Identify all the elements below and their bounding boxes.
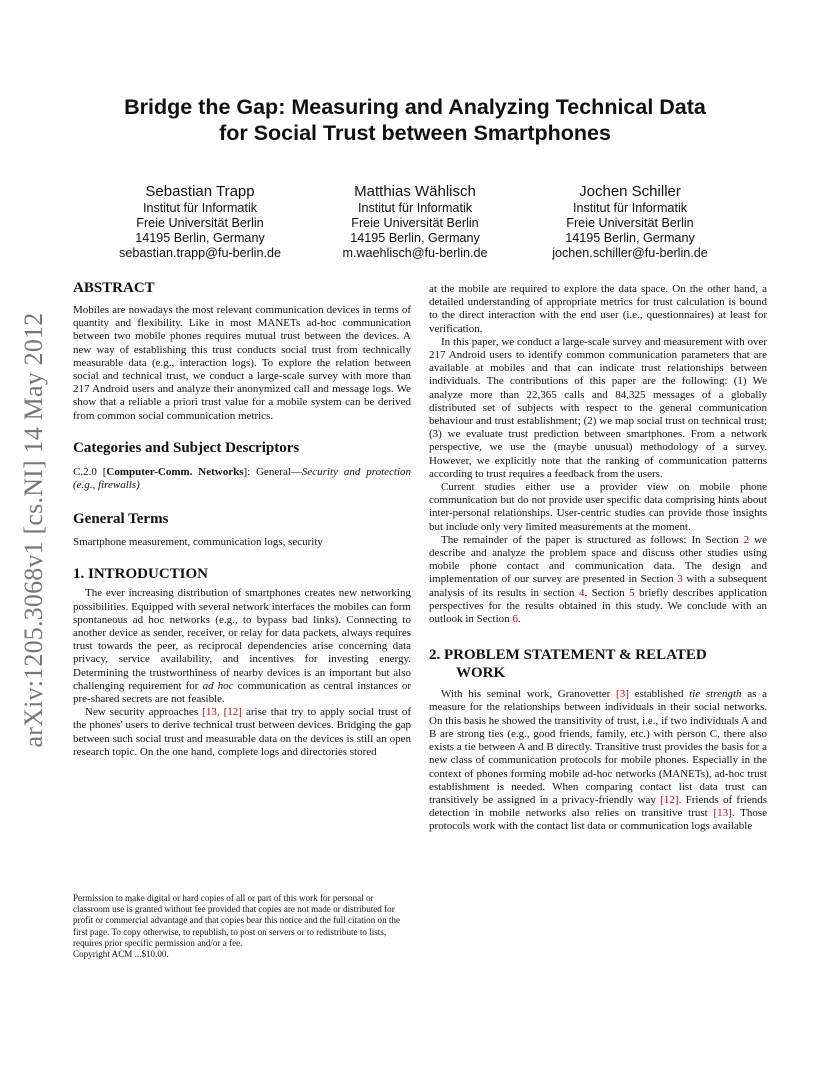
author-3	[525, 183, 735, 261]
author-name: Matthias Wählisch	[354, 183, 476, 200]
permission-footnote	[73, 893, 411, 960]
author-institute: Institut für Informatik	[142, 201, 258, 215]
citation-link[interactable]: [3]	[616, 688, 629, 701]
intro-paragraph-4: In this paper, we conduct a large-scale survey and measurement with over 217 Android users to identify common communication parameters that are available at mobiles and that can indicate trust relationships between individuals. The contributions of this paper are the following: (1) We analyze more than 22,365 calls and 84,325 messages of a globally distributed set of subjects with respect to the general communication behaviour and trust establishment; (2) we map social trust on technical trust; (3) we evaluate trust prediction between smartphones. From a network perspective, we use the (maybe unusual) methodology of a survey. However, we explicitly note that the ranking of communication patterns according to trust requires a feedback from the users.	[429, 335, 767, 480]
author-university: Freie Universität Berlin	[351, 216, 479, 230]
intro-paragraph-5: Current studies either use a provider view on mobile phone communication but do not provide user specific data comprising hints about inter-personal relationships. User-centric studies can provide those insights but include only very limited measurements at the moment.	[429, 481, 767, 533]
copyright-line: Copyright ACM ...$10.00.	[73, 949, 169, 960]
section-link[interactable]: 4	[579, 586, 585, 599]
abstract-heading: ABSTRACT	[73, 280, 155, 296]
intro-paragraph-2: New security approaches [13, [12] arise that try to apply social trust of the phones' users to derive technical trust between devices. Bridging the gap between such social trust and measurable data on the devices is still an open research topic. On the one hand, complete logs and directories stored	[73, 706, 411, 758]
left-column	[73, 279, 411, 759]
author-2	[310, 183, 520, 261]
citation-link[interactable]: [12]	[660, 793, 679, 806]
author-1	[95, 183, 305, 261]
paper-title	[60, 94, 770, 146]
author-email[interactable]: sebastian.trapp@fu-berlin.de	[119, 246, 281, 260]
section-2-paragraph-1: With his seminal work, Granovetter [3] established tie strength as a measure for the relationships between individuals in their social networks. On this basis he showed the transitivity of trust, i.e., if two individuals A and B are strong ties (e.g., good friends, family, etc.) with person C, there also exists a tie between A and B directly. Transitive trust provides the basis for a new class of communication protocols for mobile phones. Especially in the context of phones forming mobile ad-hoc networks (MANETs), ad-hoc trust establishment is needed. When comparing contact list data trust can transitively be assigned in a privacy-friendly way [12]. Friends of friends detection in mobile networks also relies on transitive trust [13]. Those protocols work with the contact list data or communication logs available	[429, 688, 768, 833]
categories-heading: Categories and Subject Descriptors	[73, 439, 300, 456]
permission-text: Permission to make digital or hard copies of all or part of this work for personal or classroom use is granted without fee provided that copies are not made or distributed for profit or commercial advantage and that copies bear this notice and the full citation on the first page. To copy otherwise, to republish, to post on servers or to redistribute to lists, requires prior specific permission and/or a fee.	[73, 893, 401, 948]
author-university: Freie Universität Berlin	[136, 216, 264, 230]
author-email[interactable]: jochen.schiller@fu-berlin.de	[552, 246, 708, 260]
section-link[interactable]: 2	[743, 533, 750, 546]
arxiv-identifier: arXiv:1205.3068v1 [cs.NI] 14 May 2012	[19, 312, 48, 748]
title-line-1: Bridge the Gap: Measuring and Analyzing Technical Data	[124, 95, 706, 119]
author-institute: Institut für Informatik	[572, 201, 688, 215]
general-terms-text: Smartphone measurement, communication logs, security	[73, 536, 323, 549]
general-terms-heading: General Terms	[73, 511, 169, 528]
introduction-heading: 1. INTRODUCTION	[73, 566, 209, 583]
author-email[interactable]: m.waehlisch@fu-berlin.de	[342, 246, 488, 260]
author-address: 14195 Berlin, Germany	[350, 231, 480, 245]
section-2-heading: 2. PROBLEM STATEMENT & RELATED WORK	[429, 647, 707, 682]
intro-paragraph-3: at the mobile are required to explore the data space. On the other hand, a detailed understanding of appropriate metrics for trust calculation is bound to the direct interaction with the end user (i.e., questionnaires) at least for verification.	[429, 283, 767, 335]
section-link[interactable]: 3	[677, 573, 683, 586]
intro-paragraph-6: The remainder of the paper is structured as follows: In Section 2 we describe and analyze the problem space and discuss other studies using mobile phone contact and communication data. The design and implementation of our survey are presented in Section 3 with a subsequent analysis of its results in section 4. Section 5 briefly describes application perspectives for the results obtained in this study. We conclude with an outlook in Section 6.	[429, 533, 768, 626]
author-name: Sebastian Trapp	[145, 183, 255, 200]
categories-text: C.2.0 [Computer-Comm. Networks]: General—Security and protection (e.g., firewalls)	[73, 465, 412, 492]
author-university: Freie Universität Berlin	[566, 216, 694, 230]
author-address: 14195 Berlin, Germany	[135, 231, 265, 245]
author-block	[95, 183, 735, 261]
abstract-text: Mobiles are nowadays the most relevant communication devices in terms of quantity and flexibility. Like in most MANETs ad-hoc communication between two mobile phones requires mutual trust between the devices. A new way of establishing this trust conducts social trust from technically measurable data (e.g., interaction logs). To explore the relation between social and technical trust, we conduct a large-scale survey with more than 217 Android users and analyze their anonymized call and message logs. We show that a reliable a priori trust value for a mobile system can be derived from common social communication metrics.	[73, 304, 411, 422]
section-link[interactable]: 5	[629, 586, 635, 599]
author-institute: Institut für Informatik	[357, 201, 473, 215]
arxiv-sidebar	[14, 290, 54, 770]
title-line-2: for Social Trust between Smartphones	[219, 121, 611, 145]
intro-paragraph-1: The ever increasing distribution of smartphones creates new networking possibilities. Equipped with several network interfaces the mobiles can form spontaneous ad hoc networks (e.g., to bypass bad links). Connecting to another device as sender, receiver, or relay for data packets, always requires trust towards the peer, as reciprocal dependencies arise concerning data privacy, service availability, and incentives for investing energy. Determining the trustworthiness of nearby devices is an important but also challenging requirement for ad hoc communication as central instances or pre-shared secrets are not feasible.	[73, 587, 411, 706]
citation-link[interactable]: [13]	[713, 807, 732, 820]
author-name: Jochen Schiller	[579, 183, 681, 200]
citation-link[interactable]: [13,	[202, 706, 220, 719]
citation-link[interactable]: [12]	[223, 706, 242, 719]
section-link[interactable]: 6	[512, 613, 518, 626]
author-address: 14195 Berlin, Germany	[565, 231, 695, 245]
right-column	[429, 283, 767, 834]
